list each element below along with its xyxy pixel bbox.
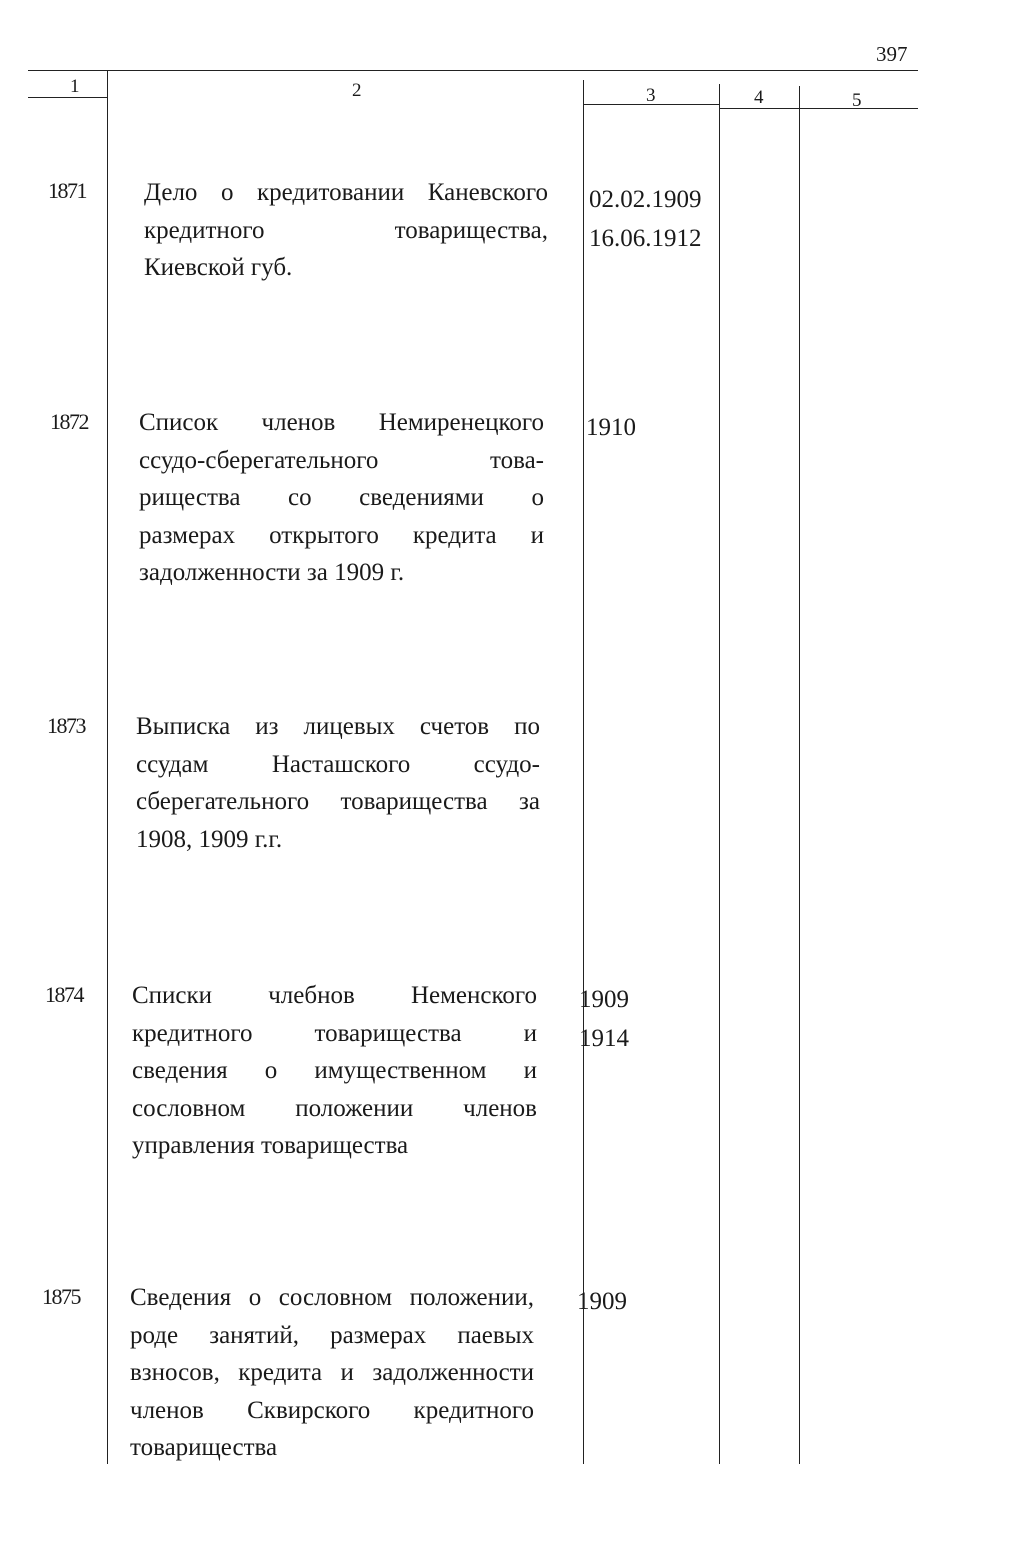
entry-title-line: ссудам Насташского ссудо-: [136, 750, 540, 778]
column-header-4: 4: [754, 87, 764, 108]
entry-title-line: Выписка из лицевых счетов по: [136, 713, 540, 740]
entry-title-line: сберегательного товарищества за: [136, 788, 540, 815]
entry-title: [130, 1279, 534, 1467]
entry-title-line: Списки члебнов Неменского: [132, 982, 537, 1009]
page-number: 397: [876, 42, 908, 66]
column-divider-3-4: [719, 84, 720, 1464]
entry-title-line: Дело о кредитовании Каневского: [144, 179, 548, 206]
entry-title-line: товарищества: [130, 1434, 278, 1461]
entry-date: 02.02.1909: [589, 186, 702, 213]
entry-title: [144, 174, 548, 287]
entry-title-line: Сведения о сословном положении,: [130, 1284, 534, 1311]
header-bottom-rule: [720, 108, 918, 109]
entry-title: [136, 708, 540, 858]
entry-date: 1914: [579, 1025, 629, 1052]
column-header-3: 3: [646, 85, 656, 106]
header-bottom-rule: [28, 97, 108, 98]
column-header-1: 1: [70, 76, 80, 97]
column-divider-1-2: [107, 70, 108, 1464]
entry-date: 16.06.1912: [589, 225, 702, 252]
entry-dates: [577, 1282, 627, 1321]
entry-date: 1910: [586, 414, 636, 441]
entry-number: 1873: [47, 713, 85, 738]
entry-title-line: 1908, 1909 г.г.: [136, 825, 283, 853]
entry-date: 1909: [577, 1288, 627, 1315]
entry-title-line: управления товарищества: [132, 1132, 409, 1159]
entry-title-line: Список членов Немиренецкого: [139, 409, 544, 436]
entry-title-line: ссудо-сберегательного това-: [139, 446, 544, 474]
column-header-2: 2: [352, 80, 362, 101]
entry-title-line: взносов, кредита и задолженности: [130, 1359, 534, 1386]
entry-title: [139, 404, 544, 592]
entry-dates: [586, 408, 636, 447]
column-header-5: 5: [852, 90, 862, 111]
entry-title-line: членов Сквирского кредитного: [130, 1396, 534, 1424]
entry-title-line: кредитного товарищества и: [132, 1019, 537, 1047]
column-divider-4-5: [799, 86, 800, 1464]
entry-title-line: размерах открытого кредита и: [139, 521, 544, 549]
entry-title: [132, 977, 537, 1165]
entry-number: 1872: [50, 409, 88, 434]
entry-title-line: сведения о имущественном и: [132, 1057, 537, 1084]
entry-title-line: Киевской губ.: [144, 254, 293, 281]
entry-title-line: сословном положении членов: [132, 1094, 537, 1122]
entry-title-line: роде занятий, размерах паевых: [130, 1321, 534, 1349]
entry-title-line: задолженности за 1909 г.: [139, 559, 405, 586]
entry-title-line: рищества со сведениями о: [139, 484, 544, 511]
entry-date: 1909: [579, 986, 629, 1013]
entry-dates: [589, 180, 702, 258]
entry-number: 1874: [45, 982, 83, 1007]
entry-dates: [579, 980, 629, 1058]
entry-number: 1875: [42, 1284, 80, 1309]
entry-number: 1871: [48, 178, 86, 203]
table-top-rule: [28, 70, 918, 71]
entry-title-line: кредитного товарищества,: [144, 216, 548, 244]
column-divider-2-3: [583, 80, 584, 1464]
